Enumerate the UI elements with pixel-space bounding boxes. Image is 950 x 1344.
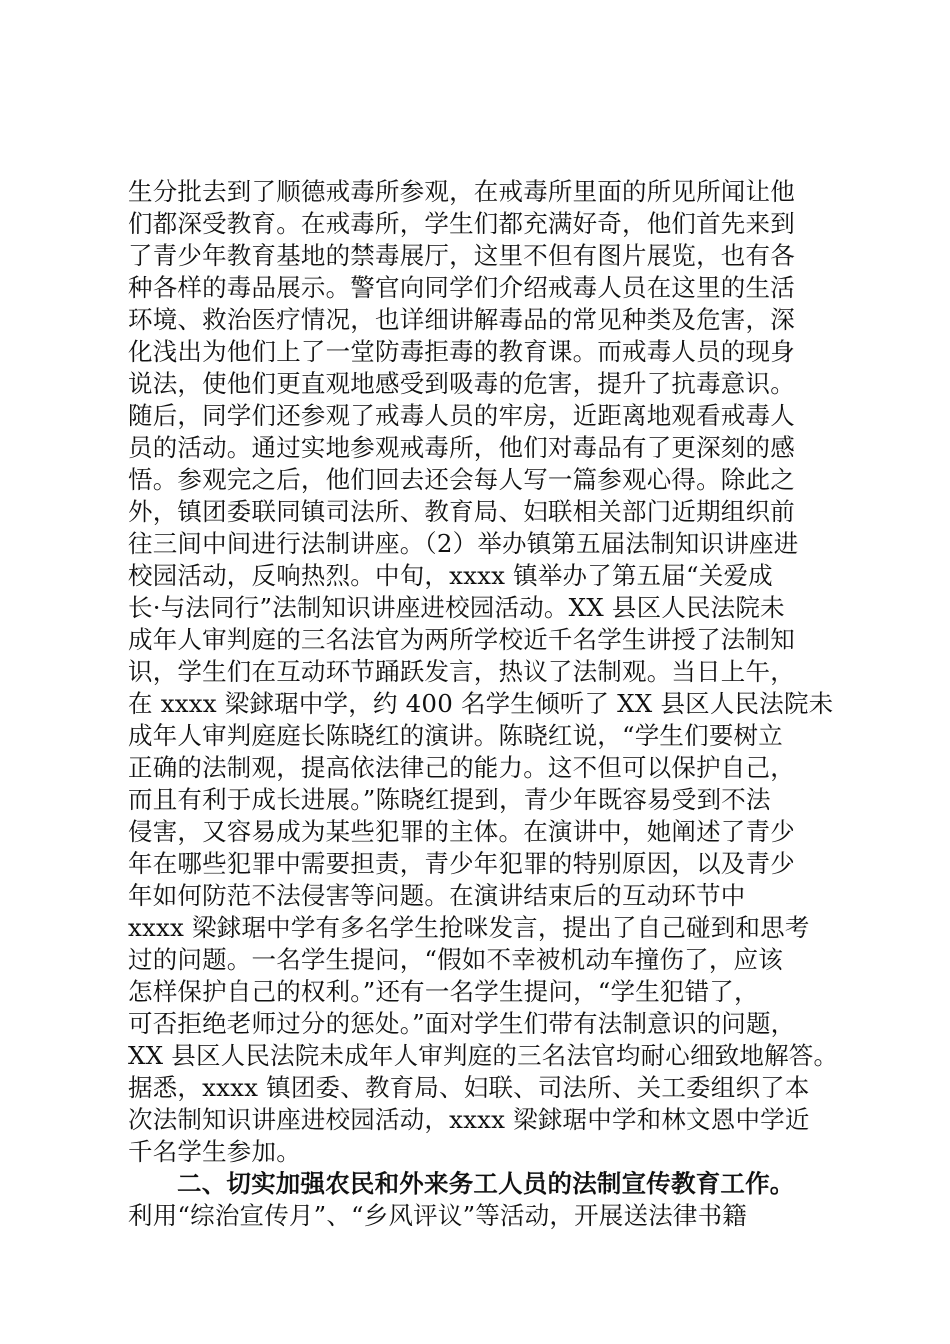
text-line: 侵害，又容易成为某些犯罪的主体。在演讲中，她阐述了青少 [128,817,795,846]
text-line: 可否拒绝老师过分的惩处。”面对学生们带有法制意识的问题， [128,1009,796,1038]
text-line: 利用“综治宣传月”、“乡风评议”等活动，开展送法律书籍 [128,1201,747,1230]
text-line: 们都深受教育。在戒毒所，学生们都充满好奇，他们首先来到 [128,209,795,238]
text-line: 悟。参观完之后，他们回去还会每人写一篇参观心得。除此之 [128,465,795,494]
text-line: 种各样的毒品展示。警官向同学们介绍戒毒人员在这里的生活 [128,273,795,302]
text-line: 生分批去到了顺德戒毒所参观，在戒毒所里面的所见所闻让他 [128,177,795,206]
text-line: 过的问题。一名学生提问，“假如不幸被机动车撞伤了，应该 [128,945,783,974]
text-line: 了青少年教育基地的禁毒展厅，这里不但有图片展览，也有各 [128,241,795,270]
text-line: 校园活动，反响热烈。中旬，xxxx 镇举办了第五届“关爱成 [128,561,773,590]
text-line: 外，镇团委联同镇司法所、教育局、妇联相关部门近期组织前 [128,497,795,526]
text-line: 千名学生参加。 [128,1137,301,1166]
text-line: 据悉，xxxx 镇团委、教育局、妇联、司法所、关工委组织了本 [128,1073,810,1102]
text-line: 随后，同学们还参观了戒毒人员的牢房，近距离地观看戒毒人 [128,401,795,430]
text-line: 次法制知识讲座进校园活动，xxxx 梁銶琚中学和林文恩中学近 [128,1105,810,1134]
text-line: 成年人审判庭庭长陈晓红的演讲。陈晓红说，“学生们要树立 [128,721,783,750]
section-heading: 二、切实加强农民和外来务工人员的法制宣传教育工作。 [177,1169,795,1198]
text-line: 往三间中间进行法制讲座。（2）举办镇第五届法制知识讲座进 [128,529,799,558]
text-line: 年如何防范不法侵害等问题。在演讲结束后的互动环节中 [128,881,746,910]
text-line: 正确的法制观，提高依法律己的能力。这不但可以保护自己， [128,753,795,782]
text-line: 在 xxxx 梁銶琚中学，约 400 名学生倾听了 XX 县区人民法院未 [128,689,834,718]
text-line: 怎样保护自己的权利。”还有一名学生提问，“学生犯错了， [128,977,759,1006]
text-line: 环境、救治医疗情况，也详细讲解毒品的常见种类及危害，深 [128,305,795,334]
text-line: 员的活动。通过实地参观戒毒所，他们对毒品有了更深刻的感 [128,433,795,462]
text-line: 化浅出为他们上了一堂防毒拒毒的教育课。而戒毒人员的现身 [128,337,795,366]
body-text [128,176,858,1232]
text-line: 成年人审判庭的三名法官为两所学校近千名学生讲授了法制知 [128,625,795,654]
text-line: 识，学生们在互动环节踊跃发言，热议了法制观。当日上午， [128,657,795,686]
text-line: 年在哪些犯罪中需要担责，青少年犯罪的特别原因，以及青少 [128,849,795,878]
text-line: XX 县区人民法院未成年人审判庭的三名法官均耐心细致地解答。 [128,1041,839,1070]
text-line: xxxx 梁銶琚中学有多名学生抢咪发言，提出了自己碰到和思考 [128,913,810,942]
text-line: 说法，使他们更直观地感受到吸毒的危害，提升了抗毒意识。 [128,369,795,398]
text-line: 而且有利于成长进展。”陈晓红提到，青少年既容易受到不法 [128,785,771,814]
text-line: 长·与法同行”法制知识讲座进校园活动。XX 县区人民法院未 [128,593,785,622]
